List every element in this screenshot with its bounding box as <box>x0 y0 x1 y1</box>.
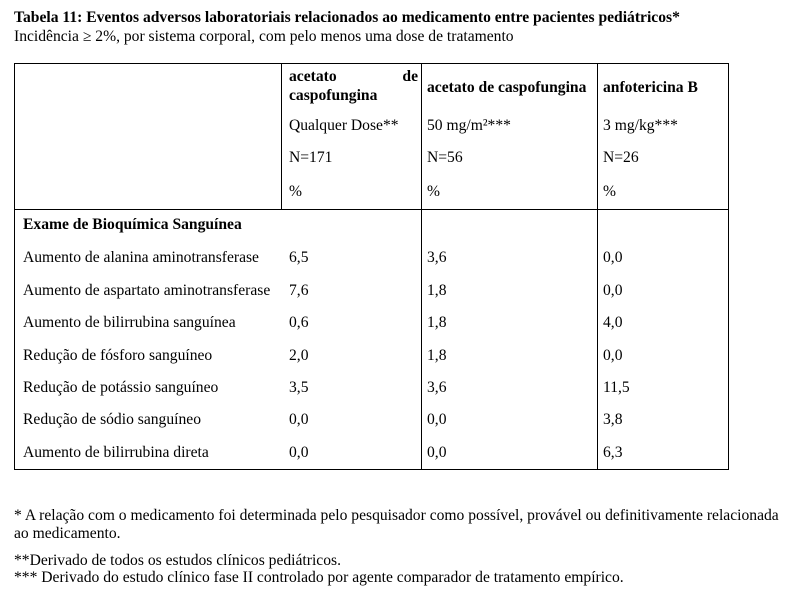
row-value: 0,0 <box>289 444 309 461</box>
row-value: 3,8 <box>603 411 623 428</box>
row-value: 0,0 <box>603 347 623 364</box>
column-header-dose-3: 3 mg/kg*** <box>603 117 678 134</box>
column-header-unit-3: % <box>603 183 616 200</box>
column-header-unit-1: % <box>289 183 302 200</box>
section-heading: Exame de Bioquímica Sanguínea <box>23 216 242 233</box>
row-value: 3,6 <box>427 249 447 266</box>
row-value: 11,5 <box>603 379 630 396</box>
footnote-relation: * A relação com o medicamento foi determinada pelo pesquisador como possível, provável ou definitivamente relacionada ao medicamento. <box>14 507 779 542</box>
column-header-dose-1: Qualquer Dose** <box>289 117 399 134</box>
row-label: Aumento de bilirrubina sanguínea <box>23 314 236 331</box>
footnote-phase-ii-study: *** Derivado do estudo clínico fase II controlado por agente comparador de tratamento empírico. <box>14 569 624 586</box>
row-value: 3,5 <box>289 379 309 396</box>
column-header-drug-3: anfotericina B <box>603 79 698 96</box>
row-label: Aumento de alanina aminotransferase <box>23 249 259 266</box>
row-value: 0,6 <box>289 314 309 331</box>
row-label: Redução de potássio sanguíneo <box>23 379 219 396</box>
header-column-divider-1 <box>281 63 282 210</box>
row-value: 0,0 <box>603 249 623 266</box>
column-header-drug-1: acetato de caspofungina <box>289 68 418 104</box>
column-header-unit-2: % <box>427 183 440 200</box>
column-header-n-3: N=26 <box>603 149 639 166</box>
footnote-pediatric-studies: **Derivado de todos os estudos clínicos pediátricos. <box>14 552 341 569</box>
row-label: Redução de sódio sanguíneo <box>23 411 201 428</box>
row-label: Redução de fósforo sanguíneo <box>23 347 213 364</box>
column-divider-2 <box>421 63 422 470</box>
row-value: 6,5 <box>289 249 309 266</box>
row-value: 0,0 <box>427 411 447 428</box>
row-value: 4,0 <box>603 314 623 331</box>
row-value: 3,6 <box>427 379 447 396</box>
table-title: Tabela 11: Eventos adversos laboratoriais relacionados ao medicamento entre pacientes pediátricos* <box>14 9 680 26</box>
row-value: 1,8 <box>427 314 447 331</box>
column-header-drug-2: acetato de caspofungina <box>427 79 587 96</box>
row-value: 1,8 <box>427 282 447 299</box>
row-value: 0,0 <box>603 282 623 299</box>
column-divider-3 <box>597 63 598 470</box>
row-label: Aumento de bilirrubina direta <box>23 444 209 461</box>
row-value: 7,6 <box>289 282 309 299</box>
header-separator <box>14 209 729 210</box>
row-value: 1,8 <box>427 347 447 364</box>
row-value: 0,0 <box>289 411 309 428</box>
column-header-dose-2: 50 mg/m²*** <box>427 117 511 134</box>
table-subtitle: Incidência ≥ 2%, por sistema corporal, com pelo menos uma dose de tratamento <box>14 28 514 45</box>
row-value: 0,0 <box>427 444 447 461</box>
column-header-n-2: N=56 <box>427 149 463 166</box>
row-value: 6,3 <box>603 444 623 461</box>
row-label: Aumento de aspartato aminotransferase <box>23 282 271 299</box>
column-header-n-1: N=171 <box>289 149 333 166</box>
row-value: 2,0 <box>289 347 309 364</box>
